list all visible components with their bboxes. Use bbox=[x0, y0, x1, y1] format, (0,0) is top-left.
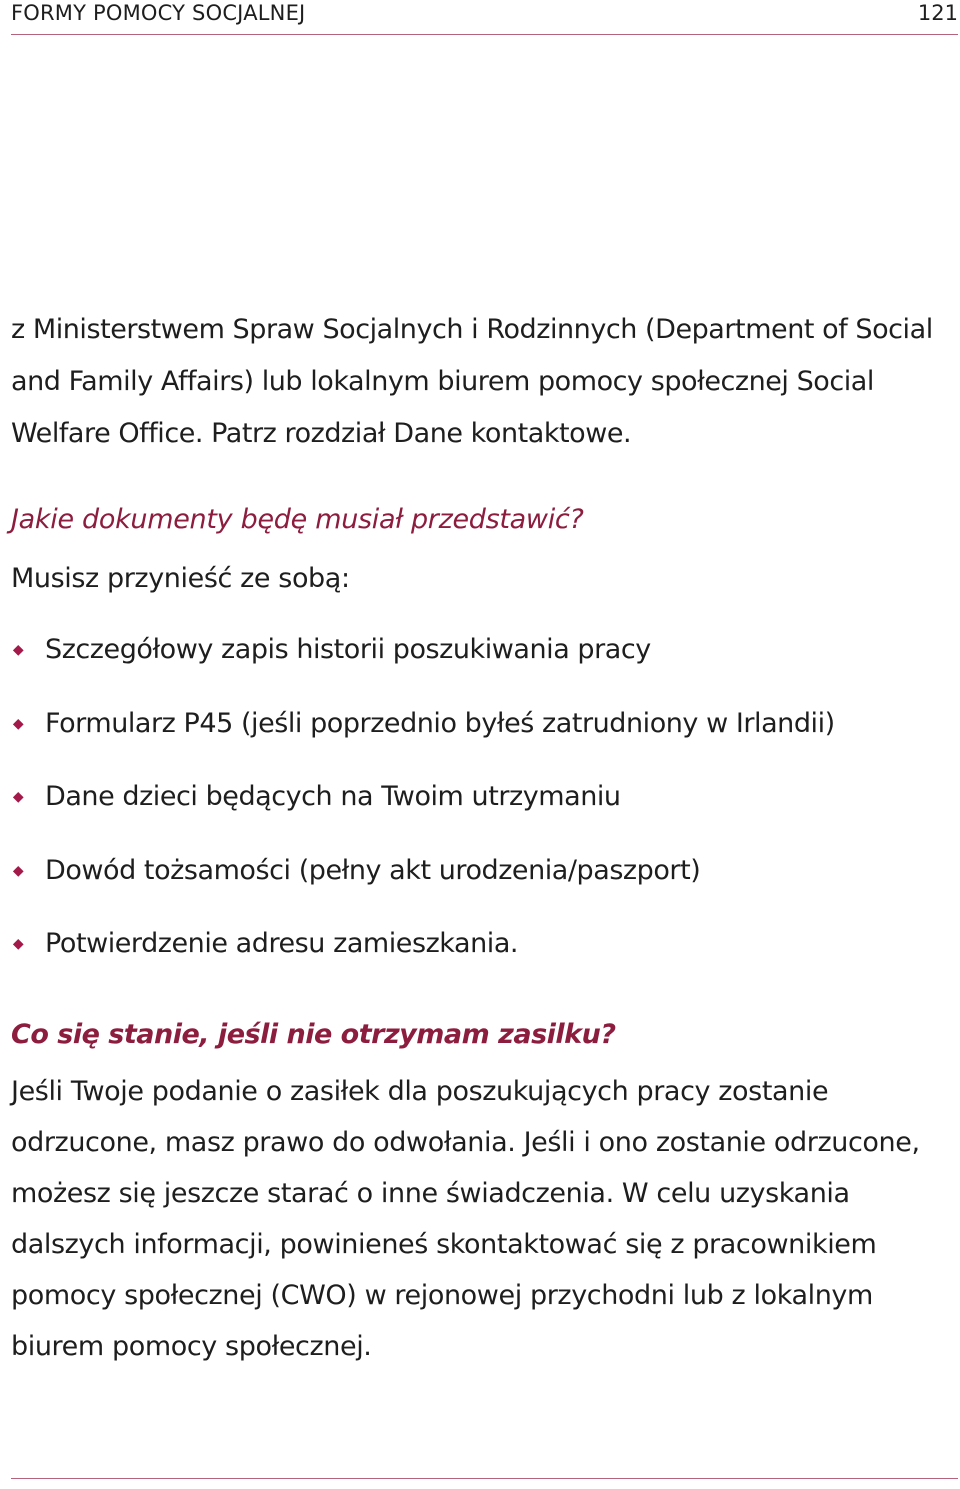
diamond-bullet-icon: ◆ bbox=[12, 642, 24, 658]
section-title: FORMY POMOCY SOCJALNEJ bbox=[11, 1, 306, 25]
running-header bbox=[11, 0, 958, 35]
list-item bbox=[11, 699, 835, 773]
list-item-text: Dowód tożsamości (pełny akt urodzenia/paszport) bbox=[45, 854, 701, 886]
list-item-text: Szczegółowy zapis historii poszukiwania pracy bbox=[45, 634, 651, 665]
list-item bbox=[11, 772, 835, 846]
list-item bbox=[11, 919, 835, 993]
list-item-text: Potwierdzenie adresu zamieszkania. bbox=[45, 928, 519, 959]
list-item bbox=[11, 625, 835, 699]
list-item bbox=[11, 846, 835, 920]
page-number: 121 bbox=[917, 1, 958, 25]
documents-lead: Musisz przynieść ze sobą: bbox=[11, 563, 350, 594]
documents-heading: Jakie dokumenty będę musiał przedstawić? bbox=[11, 504, 584, 535]
diamond-bullet-icon: ◆ bbox=[12, 789, 24, 805]
list-item-text: Dane dzieci będących na Twoim utrzymaniu bbox=[45, 781, 621, 812]
rejection-heading: Co się stanie, jeśli nie otrzymam zasilku? bbox=[11, 1019, 616, 1050]
diamond-bullet-icon: ◆ bbox=[12, 862, 24, 879]
rejection-paragraph: Jeśli Twoje podanie o zasiłek dla poszukujących pracy zostanie odrzucone, masz prawo do odwołania. Jeśli i ono zostanie odrzucone, możesz się jeszcze starać o inne świadczenia. W celu uzyskania dalszych informacji, powinieneś skontaktować się z pracownikiem pomocy społecznej (CWO) w rejonowej przychodni lub z lokalnym biurem pomocy społecznej. bbox=[11, 1076, 920, 1362]
list-item-text: Formularz P45 (jeśli poprzednio byłeś zatrudniony w Irlandii) bbox=[45, 707, 835, 739]
footer-rule bbox=[11, 1478, 958, 1479]
documents-list bbox=[11, 625, 835, 993]
diamond-bullet-icon: ◆ bbox=[12, 715, 24, 732]
diamond-bullet-icon: ◆ bbox=[12, 936, 24, 952]
intro-paragraph: z Ministerstwem Spraw Socjalnych i Rodzinnych (Department of Social and Family Affairs) lub lokalnym biurem pomocy społecznej Social Welfare Office. Patrz rozdział Dane kontaktowe. bbox=[11, 314, 933, 449]
